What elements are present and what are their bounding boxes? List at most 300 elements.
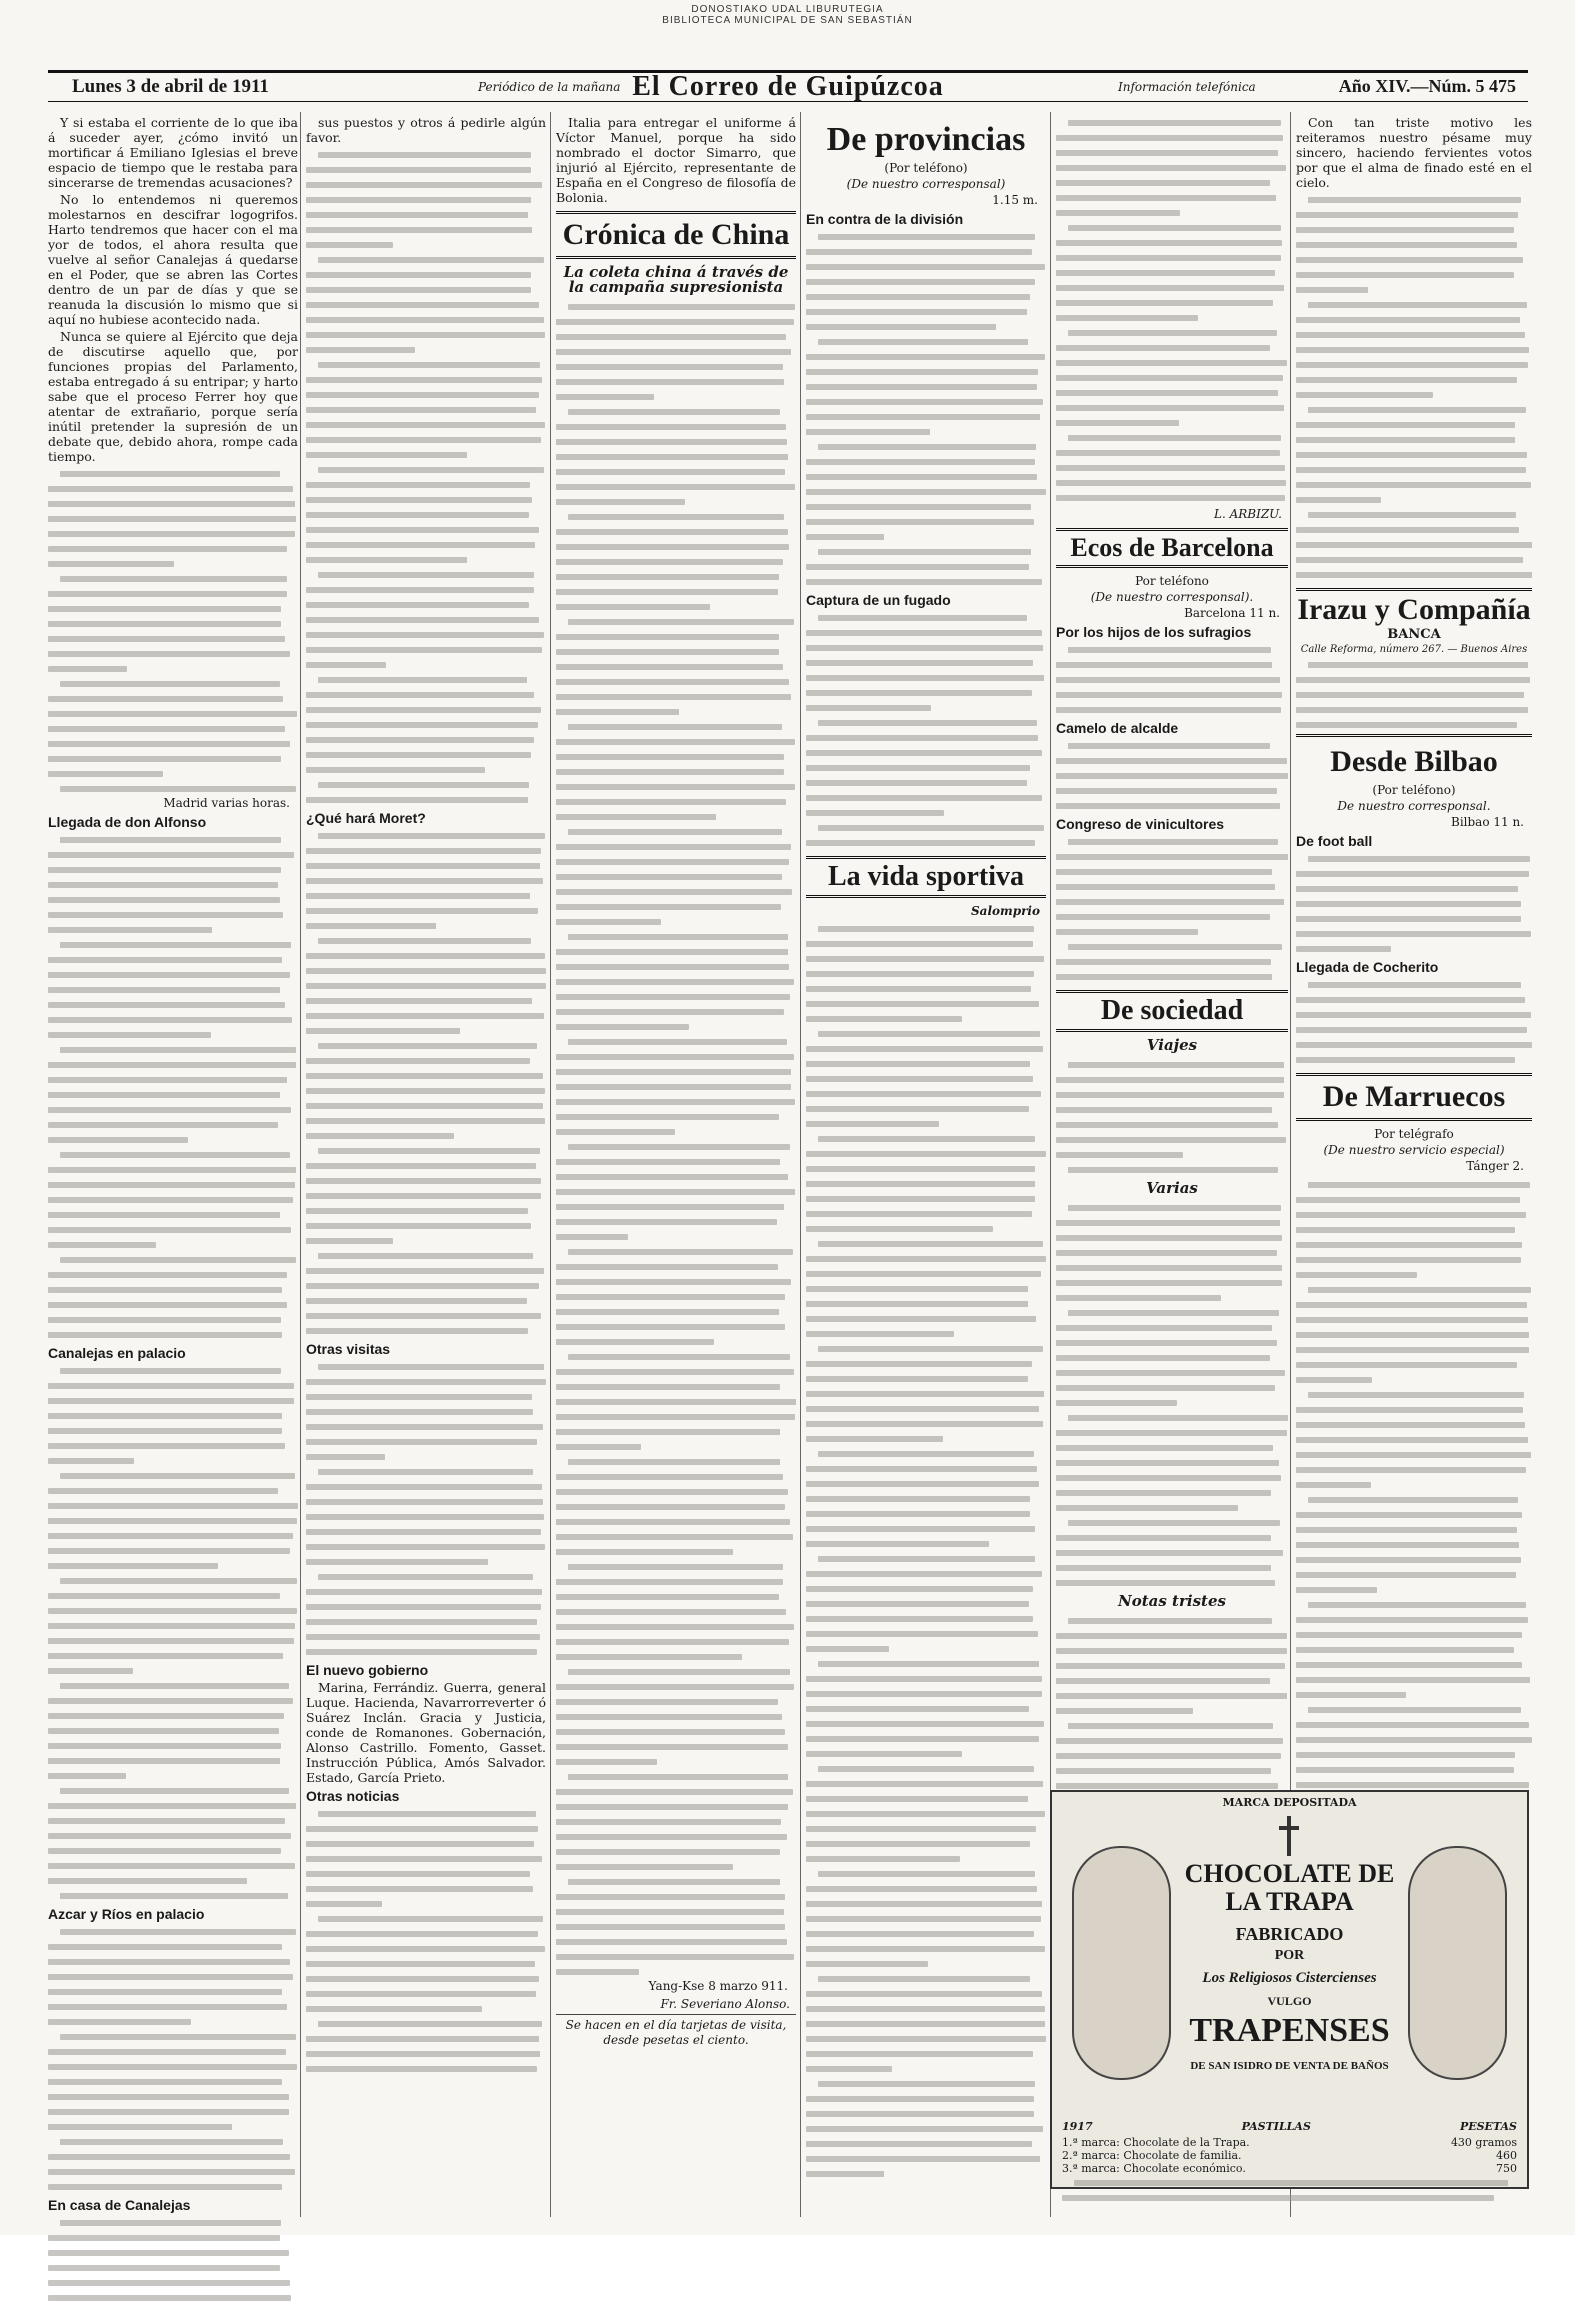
text-line xyxy=(806,936,1046,951)
text-line xyxy=(806,981,1046,996)
text-line xyxy=(48,1828,298,1843)
text-line xyxy=(806,1206,1046,1221)
text-line xyxy=(306,252,546,267)
text-line xyxy=(1056,1703,1288,1718)
text-line xyxy=(1296,1717,1532,1732)
author-signature: Fr. Severiano Alonso. xyxy=(660,1997,790,2011)
text-line xyxy=(306,1806,546,1821)
article-text: Y si estaba el corriente de lo que iba á suceder ayer, ¿cómo invitó un mortificar á Emiliano Iglesias el breve espacio de tiempo que le restaba para sincerarse de tremendas acusaciones? xyxy=(48,115,298,190)
text-line xyxy=(556,1679,796,1694)
text-line xyxy=(306,237,546,252)
text-block xyxy=(556,299,796,1979)
column-2 xyxy=(300,115,546,2195)
text-line xyxy=(806,1911,1046,1926)
text-line xyxy=(1056,445,1288,460)
text-block xyxy=(1056,738,1288,813)
text-line xyxy=(1296,1387,1532,1402)
text-line xyxy=(48,1753,298,1768)
text-line xyxy=(1056,954,1288,969)
text-line xyxy=(48,1267,298,1282)
text-line xyxy=(806,1386,1046,1401)
article-subtitle: La coleta china á través de la campaña supresionista xyxy=(563,263,789,296)
text-line xyxy=(806,610,1046,625)
text-line xyxy=(806,229,1046,244)
text-line xyxy=(806,1581,1046,1596)
text-line xyxy=(556,1139,796,1154)
text-line xyxy=(806,349,1046,364)
print-notice-text: Se hacen en el día tarjetas de visita, desde pesetas el ciento. xyxy=(565,2018,787,2047)
text-line xyxy=(806,2016,1046,2031)
text-line xyxy=(1296,1642,1532,1657)
text-line xyxy=(1296,1052,1532,1067)
text-line xyxy=(306,1881,546,1896)
text-line xyxy=(306,1248,546,1263)
text-line xyxy=(1296,267,1532,282)
text-line xyxy=(1296,402,1532,417)
text-line xyxy=(1296,1747,1532,1762)
text-line xyxy=(556,1904,796,1919)
text-line xyxy=(1296,312,1532,327)
text-line xyxy=(806,409,1046,424)
text-line xyxy=(1056,430,1288,445)
ad-order: Los Religiosos Cistercienses xyxy=(1202,1970,1377,1986)
text-line xyxy=(1056,1117,1288,1132)
text-line xyxy=(306,903,546,918)
text-line xyxy=(806,1821,1046,1836)
text-line xyxy=(1296,1312,1532,1327)
text-line xyxy=(306,1323,546,1338)
text-line xyxy=(556,869,796,884)
text-line xyxy=(1296,717,1532,732)
text-line xyxy=(806,364,1046,379)
text-line xyxy=(306,1083,546,1098)
text-line xyxy=(1296,477,1532,492)
text-line xyxy=(806,1971,1046,1986)
ad-made: FABRICADO xyxy=(1235,1924,1344,1944)
text-block xyxy=(1056,642,1288,717)
government-list: Marina, Ferrándiz. Guerra, general Luque. Hacienda, Navarrorreverter ó Suárez Inclán. Gracia y Justicia, conde de Romanones. Gobernación, Alonso Castrillo. Fomento, Gasset. Instrucción Pública, Amós Salvador. Estado, García Prieto. xyxy=(306,1680,546,1785)
text-line xyxy=(48,1312,298,1327)
text-line xyxy=(806,1311,1046,1326)
text-line xyxy=(48,2290,298,2305)
text-line xyxy=(806,2151,1046,2166)
text-line xyxy=(806,2001,1046,2016)
column-5 xyxy=(1050,115,1288,1785)
text-line xyxy=(306,1173,546,1188)
text-line xyxy=(1056,1748,1288,1763)
text-line xyxy=(1056,1613,1288,1628)
ad-vulgo: VULGO xyxy=(1267,1994,1312,2008)
medallion-left-icon xyxy=(1072,1846,1171,2080)
text-block xyxy=(806,921,1046,2181)
text-line xyxy=(306,387,546,402)
issue-number: Año XIV.—Núm. 5 475 xyxy=(1338,76,1516,96)
text-line xyxy=(806,1746,1046,1761)
text-line xyxy=(806,469,1046,484)
text-line xyxy=(806,625,1046,640)
text-line xyxy=(806,424,1046,439)
text-line xyxy=(806,304,1046,319)
text-line xyxy=(1296,567,1532,582)
text-line xyxy=(806,274,1046,289)
text-line xyxy=(1056,834,1288,849)
byline-correspondent xyxy=(806,177,1046,192)
text-line xyxy=(1296,1687,1532,1702)
text-line xyxy=(806,1281,1046,1296)
text-line xyxy=(556,614,796,629)
text-line xyxy=(806,1161,1046,1176)
text-line xyxy=(1296,1567,1532,1582)
text-block xyxy=(306,828,546,1338)
text-line xyxy=(806,1836,1046,1851)
text-line xyxy=(556,1154,796,1169)
text-line xyxy=(48,2059,298,2074)
text-line xyxy=(806,244,1046,259)
text-line xyxy=(1056,1718,1288,1733)
text-line xyxy=(48,1603,298,1618)
text-line xyxy=(556,1229,796,1244)
column-6 xyxy=(1290,115,1532,1785)
text-line xyxy=(1056,864,1288,879)
text-line xyxy=(556,629,796,644)
text-line xyxy=(1056,849,1288,864)
text-line xyxy=(1056,400,1288,415)
text-line xyxy=(806,1101,1046,1116)
text-line xyxy=(306,1926,546,1941)
text-line xyxy=(1296,1207,1532,1222)
text-line xyxy=(806,1761,1046,1776)
text-line xyxy=(48,1027,298,1042)
text-line xyxy=(556,1814,796,1829)
text-line xyxy=(556,1694,796,1709)
text-block xyxy=(306,1806,546,2076)
text-line xyxy=(306,537,546,552)
text-line xyxy=(806,1431,1046,1446)
author-signature: L. ARBIZU. xyxy=(1213,507,1282,521)
text-line xyxy=(1296,1507,1532,1522)
text-line xyxy=(806,1416,1046,1431)
text-line xyxy=(1296,327,1532,342)
text-line xyxy=(48,1147,298,1162)
text-line xyxy=(806,1296,1046,1311)
section-heading: Camelo de alcalde xyxy=(1056,720,1179,736)
text-line xyxy=(1296,672,1532,687)
text-line xyxy=(806,574,1046,589)
text-line xyxy=(306,828,546,843)
byline: Por teléfono xyxy=(1135,574,1209,588)
text-line xyxy=(1056,1485,1288,1500)
text-line xyxy=(1296,896,1532,911)
text-line xyxy=(1056,490,1288,505)
dateline: Yang-Kse 8 marzo 911. xyxy=(648,1979,788,1993)
text-line xyxy=(306,1896,546,1911)
text-line xyxy=(556,674,796,689)
price-label: 2.ª marca: Chocolate de familia. xyxy=(1062,2149,1242,2162)
text-line xyxy=(1056,1290,1288,1305)
text-block xyxy=(1062,2175,1517,2205)
text-line xyxy=(806,1071,1046,1086)
text-line xyxy=(1296,462,1532,477)
text-line xyxy=(556,1244,796,1259)
text-line xyxy=(806,1731,1046,1746)
text-line xyxy=(556,1859,796,1874)
text-line xyxy=(806,1941,1046,1956)
text-line xyxy=(306,1158,546,1173)
text-line xyxy=(48,1057,298,1072)
text-block xyxy=(1296,977,1532,1067)
text-line xyxy=(1056,1132,1288,1147)
text-line xyxy=(1056,130,1288,145)
text-line xyxy=(306,2016,546,2031)
byline-service xyxy=(1296,1143,1532,1158)
text-line xyxy=(806,1866,1046,1881)
text-line xyxy=(306,447,546,462)
text-line xyxy=(306,207,546,222)
text-line xyxy=(806,1656,1046,1671)
text-line xyxy=(306,1851,546,1866)
text-line xyxy=(806,1446,1046,1461)
text-line xyxy=(48,2149,298,2164)
text-line xyxy=(556,794,796,809)
text-line xyxy=(556,389,796,404)
text-line xyxy=(1296,1417,1532,1432)
ad-title: Irazu y Compañía xyxy=(1297,593,1531,626)
text-line xyxy=(556,584,796,599)
text-line xyxy=(556,929,796,944)
text-line xyxy=(306,522,546,537)
text-line xyxy=(806,2031,1046,2046)
text-block xyxy=(806,610,1046,850)
text-line xyxy=(806,1776,1046,1791)
text-line xyxy=(556,1634,796,1649)
column-1 xyxy=(48,115,298,2213)
text-line xyxy=(1296,552,1532,567)
text-block xyxy=(1296,1177,1532,1837)
text-line xyxy=(48,691,298,706)
text-line xyxy=(1056,1470,1288,1485)
text-line xyxy=(1056,190,1288,205)
text-line xyxy=(556,1319,796,1334)
text-block xyxy=(306,147,546,807)
dateline: Madrid varias horas. xyxy=(163,796,290,810)
text-line xyxy=(306,2061,546,2076)
ad-name: TRAPENSES xyxy=(1189,2012,1390,2049)
text-line xyxy=(48,631,298,646)
text-line xyxy=(306,777,546,792)
text-line xyxy=(1296,522,1532,537)
text-line xyxy=(556,1784,796,1799)
text-line xyxy=(556,314,796,329)
text-line xyxy=(556,914,796,929)
text-line xyxy=(48,1087,298,1102)
masthead-info: Información telefónica xyxy=(1118,80,1256,94)
text-line xyxy=(306,1293,546,1308)
text-line xyxy=(1056,1425,1288,1440)
text-line xyxy=(806,1716,1046,1731)
text-line xyxy=(48,2089,298,2104)
text-line xyxy=(556,1709,796,1724)
section-heading: Otras visitas xyxy=(306,1341,391,1357)
text-line xyxy=(806,1041,1046,1056)
text-line xyxy=(806,1671,1046,1686)
text-line xyxy=(1056,475,1288,490)
text-line xyxy=(556,854,796,869)
text-line xyxy=(1056,1162,1288,1177)
text-line xyxy=(1056,1335,1288,1350)
text-line xyxy=(1062,2175,1517,2190)
text-block xyxy=(48,832,298,1342)
newspaper-title: El Correo de Guipúzcoa xyxy=(632,71,944,102)
text-line xyxy=(1056,642,1288,657)
byline: (Por teléfono) xyxy=(1372,783,1456,797)
text-line xyxy=(306,1599,546,1614)
text-line xyxy=(48,511,298,526)
text-line xyxy=(1296,1237,1532,1252)
text-line xyxy=(1296,1297,1532,1312)
text-line xyxy=(1056,1455,1288,1470)
text-line xyxy=(556,1934,796,1949)
text-line xyxy=(1296,222,1532,237)
text-line xyxy=(48,1888,298,1903)
text-line xyxy=(48,1843,298,1858)
text-line xyxy=(1056,1643,1288,1658)
text-line xyxy=(1296,1462,1532,1477)
text-line xyxy=(306,1524,546,1539)
text-line xyxy=(556,1499,796,1514)
text-line xyxy=(48,877,298,892)
text-line xyxy=(806,1566,1046,1581)
text-line xyxy=(1056,1147,1288,1162)
text-line xyxy=(1056,939,1288,954)
text-line xyxy=(306,1449,546,1464)
text-line xyxy=(48,676,298,691)
ad-subtitle: BANCA xyxy=(1387,627,1441,642)
text-line xyxy=(306,597,546,612)
text-line xyxy=(1296,1582,1532,1597)
text-line xyxy=(1296,1432,1532,1447)
text-line xyxy=(48,2104,298,2119)
text-line xyxy=(556,509,796,524)
text-line xyxy=(1296,1702,1532,1717)
text-line xyxy=(306,612,546,627)
text-line xyxy=(306,1359,546,1374)
bank-advertisement xyxy=(1296,588,1532,737)
text-line xyxy=(1296,1537,1532,1552)
text-line xyxy=(306,1494,546,1509)
text-line xyxy=(1056,1628,1288,1643)
byline-correspondent xyxy=(1296,799,1532,814)
text-line xyxy=(306,1956,546,1971)
section-heading: Viajes xyxy=(1146,1036,1198,1054)
column-3 xyxy=(550,115,796,2195)
text-line xyxy=(1056,160,1288,175)
text-line xyxy=(48,832,298,847)
text-line xyxy=(556,974,796,989)
text-line xyxy=(806,1341,1046,1356)
issue-date: Lunes 3 de abril de 1911 xyxy=(72,76,269,97)
text-line xyxy=(556,569,796,584)
text-line xyxy=(806,1596,1046,1611)
text-line xyxy=(306,1188,546,1203)
dateline: 1.15 m. xyxy=(992,193,1038,207)
dateline: Barcelona 11 n. xyxy=(1184,606,1280,620)
text-line xyxy=(1056,1200,1288,1215)
text-line xyxy=(48,1873,298,1888)
text-line xyxy=(556,1454,796,1469)
text-line xyxy=(306,507,546,522)
text-line xyxy=(556,1034,796,1049)
text-line xyxy=(306,1941,546,1956)
text-line xyxy=(556,1874,796,1889)
text-line xyxy=(306,552,546,567)
text-line xyxy=(306,567,546,582)
text-line xyxy=(1056,340,1288,355)
text-line xyxy=(1296,1327,1532,1342)
text-line xyxy=(306,873,546,888)
text-line xyxy=(1056,1087,1288,1102)
text-line xyxy=(1296,537,1532,552)
text-line xyxy=(48,1237,298,1252)
text-line xyxy=(806,2046,1046,2061)
text-line xyxy=(306,1053,546,1068)
text-line xyxy=(48,1618,298,1633)
text-line xyxy=(306,933,546,948)
text-line xyxy=(48,1708,298,1723)
text-line xyxy=(806,1626,1046,1641)
text-line xyxy=(48,2215,298,2230)
section-heading: En casa de Canalejas xyxy=(48,2197,191,2213)
text-line xyxy=(306,948,546,963)
text-line xyxy=(1296,1732,1532,1747)
ad-brand: CHOCOLATE DE LA TRAPA xyxy=(1184,1859,1395,1916)
text-line xyxy=(48,1543,298,1558)
text-line xyxy=(556,1349,796,1364)
text-line xyxy=(1296,992,1532,1007)
text-line xyxy=(806,685,1046,700)
text-line xyxy=(306,402,546,417)
text-line xyxy=(1296,1267,1532,1282)
text-line xyxy=(1056,310,1288,325)
text-line xyxy=(556,1094,796,1109)
text-line xyxy=(306,732,546,747)
text-line xyxy=(1056,250,1288,265)
text-line xyxy=(1056,205,1288,220)
price-value: 430 gramos xyxy=(1450,2136,1517,2149)
text-line xyxy=(1056,753,1288,768)
text-line xyxy=(48,496,298,511)
text-line xyxy=(306,627,546,642)
text-line xyxy=(806,1191,1046,1206)
text-line xyxy=(48,967,298,982)
text-line xyxy=(1056,738,1288,753)
text-line xyxy=(556,374,796,389)
text-line xyxy=(306,1464,546,1479)
text-line xyxy=(48,1984,298,1999)
text-line xyxy=(806,1476,1046,1491)
text-line xyxy=(48,616,298,631)
text-line xyxy=(1056,969,1288,984)
text-line xyxy=(806,820,1046,835)
byline-correspondent xyxy=(1056,590,1288,605)
text-line xyxy=(1056,1500,1288,1515)
text-line xyxy=(556,1079,796,1094)
text-line xyxy=(556,1439,796,1454)
text-line xyxy=(306,282,546,297)
text-line xyxy=(556,1169,796,1184)
text-line xyxy=(556,1184,796,1199)
text-line xyxy=(806,835,1046,850)
text-line xyxy=(48,952,298,967)
